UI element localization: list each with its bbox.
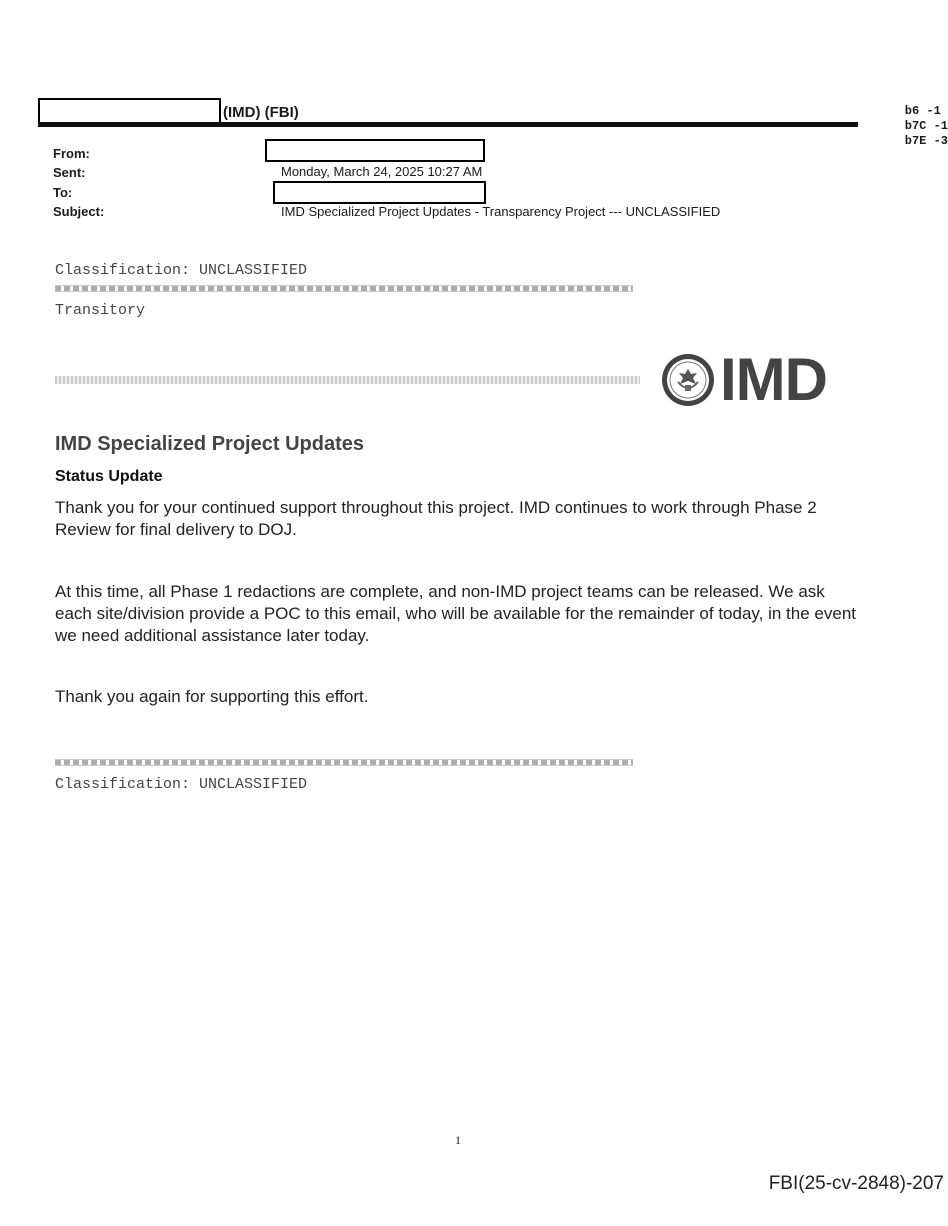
from-label: From: (53, 146, 90, 161)
logo-text: IMD (720, 346, 827, 413)
sent-label: Sent: (53, 165, 86, 180)
body-paragraph-3: Thank you again for supporting this effort. (55, 687, 369, 706)
redaction-box-from (265, 139, 485, 162)
page-number: 1 (455, 1133, 461, 1147)
email-sender-line (38, 98, 299, 124)
exemption-code: b7C -1 (904, 119, 948, 133)
body-paragraph-1: Thank you for your continued support throughout this project. IMD continues to work through Phase 2 Review for final delivery to DOJ. (55, 498, 817, 539)
exemption-code: b6 -1 (904, 104, 941, 118)
redaction-box-to (273, 181, 486, 204)
subject-value: IMD Specialized Project Updates - Transparency Project --- UNCLASSIFIED (281, 204, 721, 219)
email-title: IMD Specialized Project Updates (55, 433, 364, 455)
equals-rule-bottom (55, 759, 633, 766)
body-paragraph-2: At this time, all Phase 1 redactions are complete, and non-IMD project teams can be released. We ask each site/division provide a POC to this email, who will be available for the remainder of today, in the event we need additional assistance later today. (55, 582, 856, 645)
transitory-label: Transitory (55, 302, 146, 319)
classification-banner-bottom: Classification: UNCLASSIFIED (55, 776, 308, 793)
subject-label: Subject: (53, 204, 105, 219)
classification-banner-top: Classification: UNCLASSIFIED (55, 262, 308, 279)
seal-icon (660, 352, 716, 408)
imd-logo (660, 346, 827, 413)
bates-number: FBI(25-cv-2848)-207 (768, 1173, 944, 1194)
to-label: To: (53, 185, 73, 200)
banner-band (55, 376, 640, 384)
equals-rule-top (55, 285, 633, 292)
status-update-heading: Status Update (55, 468, 163, 485)
exemption-code: b7E -3 (904, 134, 948, 148)
redaction-box-sender (38, 98, 221, 124)
sender-org: (IMD) (FBI) (223, 104, 299, 121)
header-rule (38, 122, 858, 127)
sent-value: Monday, March 24, 2025 10:27 AM (281, 164, 483, 179)
exemption-codes (905, 104, 948, 149)
